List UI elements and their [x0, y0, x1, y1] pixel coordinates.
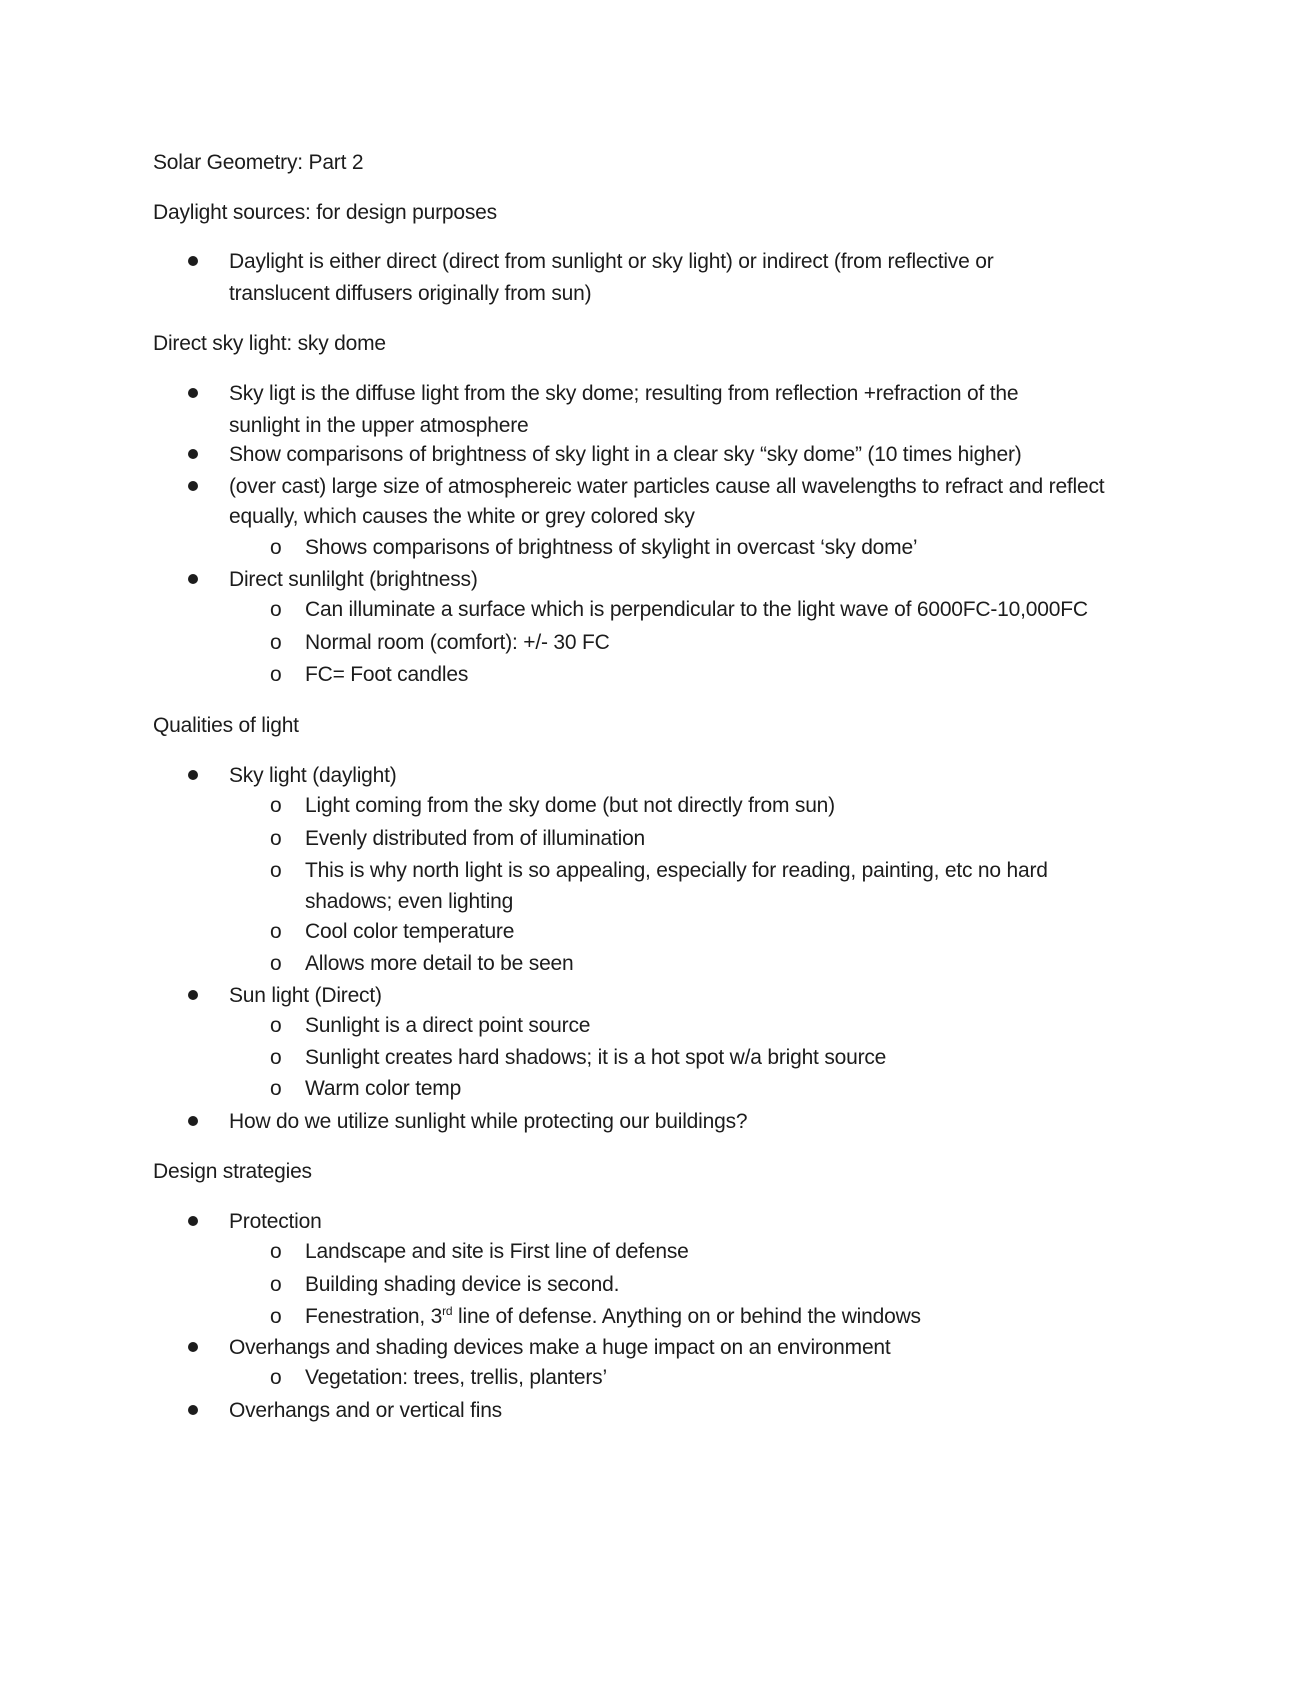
list-item-line: Sky light (daylight)	[229, 764, 397, 787]
section-heading-direct-sky-light: Direct sky light: sky dome	[153, 332, 386, 355]
bullet-icon	[188, 990, 198, 1000]
sub-list-item-fenestration: Fenestration, 3rd line of defense. Anything on or behind the windows	[305, 1304, 921, 1328]
superscript-rd: rd	[442, 1304, 453, 1318]
list-item-line: Show comparisons of brightness of sky light in a clear sky “sky dome” (10 times higher)	[229, 443, 1022, 466]
sub-bullet-icon: o	[270, 536, 282, 559]
sub-bullet-icon: o	[270, 920, 282, 943]
sub-list-item: FC= Foot candles	[305, 663, 469, 686]
sub-bullet-icon: o	[270, 1077, 282, 1100]
list-item-line: Overhangs and or vertical fins	[229, 1399, 502, 1422]
sub-list-item: Can illuminate a surface which is perpendicular to the light wave of 6000FC-10,000FC	[305, 598, 1088, 621]
sub-list-item: shadows; even lighting	[305, 890, 514, 913]
sub-list-item: Warm color temp	[305, 1077, 462, 1100]
list-item-line: How do we utilize sunlight while protecting our buildings?	[229, 1110, 748, 1133]
sub-bullet-icon: o	[270, 1273, 282, 1296]
sub-bullet-icon: o	[270, 598, 282, 621]
sub-bullet-icon: o	[270, 663, 282, 686]
sub-list-item: Vegetation: trees, trellis, planters’	[305, 1366, 607, 1389]
sub-list-item: Cool color temperature	[305, 920, 515, 943]
bullet-icon	[188, 388, 198, 398]
bullet-icon	[188, 1116, 198, 1126]
list-item-line: Sun light (Direct)	[229, 984, 382, 1007]
section-heading-design-strategies: Design strategies	[153, 1160, 312, 1183]
sub-list-item: Sunlight is a direct point source	[305, 1014, 591, 1037]
document-title: Solar Geometry: Part 2	[153, 151, 364, 174]
bullet-icon	[188, 1342, 198, 1352]
bullet-icon	[188, 574, 198, 584]
sub-bullet-icon: o	[270, 1046, 282, 1069]
sub-bullet-icon: o	[270, 794, 282, 817]
sub-list-item: Shows comparisons of brightness of skylight in overcast ‘sky dome’	[305, 536, 918, 559]
section-heading-qualities-of-light: Qualities of light	[153, 714, 299, 737]
bullet-icon	[188, 449, 198, 459]
bullet-icon	[188, 1405, 198, 1415]
list-item-line: Overhangs and shading devices make a huge impact on an environment	[229, 1336, 891, 1359]
sub-list-item: Evenly distributed from of illumination	[305, 827, 646, 850]
list-item-line: Protection	[229, 1210, 322, 1233]
sub-bullet-icon: o	[270, 1240, 282, 1263]
list-item-line: (over cast) large size of atmosphereic water particles cause all wavelengths to refract and reflect	[229, 475, 1105, 498]
sub-list-item: Landscape and site is First line of defense	[305, 1240, 689, 1263]
list-item-line: Direct sunlilght (brightness)	[229, 568, 478, 591]
sub-bullet-icon: o	[270, 1014, 282, 1037]
list-item-line: translucent diffusers originally from sun)	[229, 282, 592, 305]
section-heading-daylight-sources: Daylight sources: for design purposes	[153, 201, 497, 224]
list-item-line: Sky ligt is the diffuse light from the sky dome; resulting from reflection +refraction of the	[229, 382, 1019, 405]
sub-bullet-icon: o	[270, 1366, 282, 1389]
sub-list-item: This is why north light is so appealing, especially for reading, painting, etc no hard	[305, 859, 1048, 882]
sub-bullet-icon: o	[270, 859, 282, 882]
list-item-line: equally, which causes the white or grey colored sky	[229, 505, 695, 528]
bullet-icon	[188, 1216, 198, 1226]
sub-list-item: Allows more detail to be seen	[305, 952, 574, 975]
sub-bullet-icon: o	[270, 952, 282, 975]
bullet-icon	[188, 770, 198, 780]
sub-bullet-icon: o	[270, 631, 282, 654]
list-item-line: Daylight is either direct (direct from sunlight or sky light) or indirect (from reflective or	[229, 250, 994, 273]
sub-bullet-icon: o	[270, 827, 282, 850]
bullet-icon	[188, 481, 198, 491]
sub-list-item: Light coming from the sky dome (but not directly from sun)	[305, 794, 835, 817]
sub-list-item: Sunlight creates hard shadows; it is a hot spot w/a bright source	[305, 1046, 887, 1069]
list-item-line: sunlight in the upper atmosphere	[229, 414, 529, 437]
sub-list-item: Normal room (comfort): +/- 30 FC	[305, 631, 610, 654]
sub-bullet-icon: o	[270, 1305, 282, 1328]
sub-list-item: Building shading device is second.	[305, 1273, 620, 1296]
bullet-icon	[188, 256, 198, 266]
